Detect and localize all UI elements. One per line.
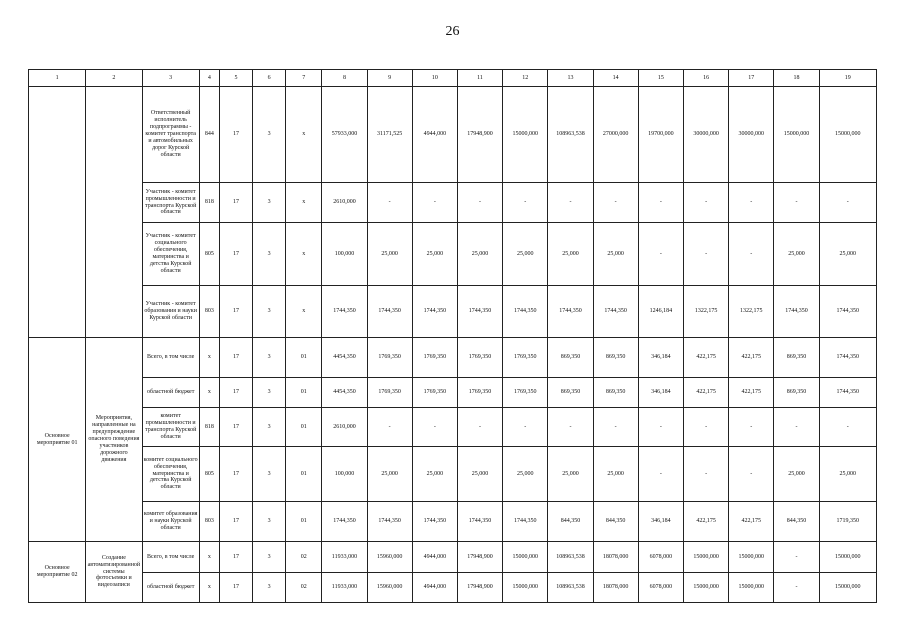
code-cell: 805 [199, 223, 219, 286]
value-cell: 1744,350 [503, 286, 548, 338]
value-cell: 15000,000 [683, 542, 728, 573]
value-cell: - [503, 183, 548, 223]
value-cell: 869,350 [548, 338, 593, 378]
value-cell: - [548, 408, 593, 447]
table-row [29, 573, 877, 603]
value-cell: 1744,350 [819, 286, 876, 338]
value-cell: 100,000 [322, 223, 367, 286]
code-cell: 02 [286, 573, 322, 603]
executor-cell: областной бюджет [142, 573, 199, 603]
code-cell: 17 [219, 286, 252, 338]
value-cell: 869,350 [774, 378, 819, 408]
table-row [29, 502, 877, 542]
value-cell: 1744,350 [322, 502, 367, 542]
column-number: 16 [683, 70, 728, 87]
value-cell: 1744,350 [367, 502, 412, 542]
value-cell: 346,184 [638, 378, 683, 408]
code-cell: 01 [286, 378, 322, 408]
value-cell: 422,175 [729, 338, 774, 378]
table-row [29, 338, 877, 378]
value-cell: 844,350 [548, 502, 593, 542]
code-cell: 17 [219, 408, 252, 447]
value-cell: 15000,000 [819, 542, 876, 573]
value-cell: 1769,350 [457, 338, 502, 378]
code-cell: 844 [199, 87, 219, 183]
executor-cell: комитет образования и науки Курской области [142, 502, 199, 542]
value-cell: - [774, 183, 819, 223]
value-cell: 4454,350 [322, 378, 367, 408]
code-cell: x [199, 573, 219, 603]
value-cell: 1769,350 [412, 378, 457, 408]
column-number: 10 [412, 70, 457, 87]
value-cell: 1744,350 [457, 286, 502, 338]
column-number: 12 [503, 70, 548, 87]
table-row [29, 87, 877, 183]
value-cell: 17948,900 [457, 542, 502, 573]
value-cell: 1322,175 [683, 286, 728, 338]
code-cell: 17 [219, 338, 252, 378]
value-cell: - [367, 408, 412, 447]
code-cell: 17 [219, 183, 252, 223]
code-cell: 3 [253, 408, 286, 447]
value-cell: - [503, 408, 548, 447]
value-cell: 1744,350 [322, 286, 367, 338]
value-cell: - [412, 183, 457, 223]
value-cell: 1769,350 [457, 378, 502, 408]
value-cell: 25,000 [367, 447, 412, 502]
value-cell: 869,350 [593, 378, 638, 408]
value-cell: - [638, 447, 683, 502]
value-cell: 108963,538 [548, 542, 593, 573]
value-cell: 1744,350 [548, 286, 593, 338]
value-cell: - [638, 183, 683, 223]
value-cell: 422,175 [683, 338, 728, 378]
column-number: 2 [86, 70, 142, 87]
code-cell: 01 [286, 338, 322, 378]
code-cell: 3 [253, 223, 286, 286]
value-cell: 100,000 [322, 447, 367, 502]
value-cell: 2610,000 [322, 183, 367, 223]
value-cell: 1744,350 [819, 378, 876, 408]
executor-cell: Всего, в том числе [142, 338, 199, 378]
code-cell: x [286, 286, 322, 338]
code-cell: 3 [253, 542, 286, 573]
value-cell: 25,000 [548, 447, 593, 502]
value-cell: 25,000 [548, 223, 593, 286]
executor-cell: Участник - комитет образования и науки Курской области [142, 286, 199, 338]
table-row [29, 183, 877, 223]
value-cell: 19700,000 [638, 87, 683, 183]
executor-cell: Участник - комитет промышленности и транспорта Курской области [142, 183, 199, 223]
code-cell: 818 [199, 408, 219, 447]
value-cell: 25,000 [503, 223, 548, 286]
value-cell: 1246,184 [638, 286, 683, 338]
value-cell: 27000,000 [593, 87, 638, 183]
code-cell: 3 [253, 573, 286, 603]
value-cell: - [774, 573, 819, 603]
value-cell: 25,000 [457, 447, 502, 502]
code-cell: x [286, 183, 322, 223]
value-cell: 30000,000 [729, 87, 774, 183]
value-cell: 422,175 [683, 378, 728, 408]
column-number: 6 [253, 70, 286, 87]
code-cell: 01 [286, 408, 322, 447]
code-cell: 803 [199, 286, 219, 338]
value-cell: 18078,000 [593, 542, 638, 573]
value-cell: 25,000 [819, 223, 876, 286]
value-cell: 1769,350 [503, 338, 548, 378]
column-number: 19 [819, 70, 876, 87]
value-cell: - [819, 183, 876, 223]
value-cell: 25,000 [412, 223, 457, 286]
value-cell: 1744,350 [457, 502, 502, 542]
column-number: 5 [219, 70, 252, 87]
code-cell: x [286, 87, 322, 183]
code-cell: 17 [219, 542, 252, 573]
value-cell: 1744,350 [412, 502, 457, 542]
value-cell: 15960,000 [367, 542, 412, 573]
value-cell: 1719,350 [819, 502, 876, 542]
value-cell: 869,350 [548, 378, 593, 408]
measure-description-cell: Мероприятия, направленные на предупреждение опасного поведения участников дорожного движения [86, 338, 142, 542]
executor-cell: областной бюджет [142, 378, 199, 408]
executor-cell: комитет промышленности и транспорта Курской области [142, 408, 199, 447]
column-number: 7 [286, 70, 322, 87]
value-cell: 15000,000 [683, 573, 728, 603]
value-cell: 30000,000 [683, 87, 728, 183]
value-cell: 1744,350 [412, 286, 457, 338]
value-cell: - [367, 183, 412, 223]
code-cell: 3 [253, 378, 286, 408]
code-cell: 818 [199, 183, 219, 223]
value-cell: 17948,900 [457, 573, 502, 603]
value-cell: 1744,350 [593, 286, 638, 338]
value-cell: 108963,538 [548, 87, 593, 183]
page-number: 26 [445, 24, 460, 39]
code-cell: 02 [286, 542, 322, 573]
value-cell: - [593, 183, 638, 223]
value-cell: 346,184 [638, 338, 683, 378]
value-cell: 11933,000 [322, 573, 367, 603]
value-cell: - [683, 408, 728, 447]
value-cell: 15000,000 [774, 87, 819, 183]
value-cell: 4944,000 [412, 573, 457, 603]
value-cell: 15000,000 [819, 573, 876, 603]
value-cell: 1769,350 [412, 338, 457, 378]
value-cell: 18078,000 [593, 573, 638, 603]
value-cell: 25,000 [774, 223, 819, 286]
value-cell: 1744,350 [503, 502, 548, 542]
column-number: 4 [199, 70, 219, 87]
code-cell: x [199, 542, 219, 573]
value-cell: 422,175 [683, 502, 728, 542]
value-cell: 844,350 [593, 502, 638, 542]
code-cell: 17 [219, 573, 252, 603]
value-cell: 4944,000 [412, 87, 457, 183]
code-cell: 3 [253, 87, 286, 183]
code-cell: 17 [219, 447, 252, 502]
budget-table [28, 69, 877, 603]
value-cell: 25,000 [774, 447, 819, 502]
value-cell: 1322,175 [729, 286, 774, 338]
value-cell: 25,000 [593, 223, 638, 286]
value-cell: 844,350 [774, 502, 819, 542]
value-cell: 4944,000 [412, 542, 457, 573]
value-cell: 869,350 [774, 338, 819, 378]
value-cell: 15960,000 [367, 573, 412, 603]
value-cell: - [683, 183, 728, 223]
value-cell: 1744,350 [367, 286, 412, 338]
value-cell: 57933,000 [322, 87, 367, 183]
value-cell: 1769,350 [503, 378, 548, 408]
value-cell: - [683, 223, 728, 286]
value-cell: 1769,350 [367, 338, 412, 378]
code-cell: 3 [253, 286, 286, 338]
value-cell: 869,350 [593, 338, 638, 378]
column-number: 13 [548, 70, 593, 87]
value-cell: 6078,000 [638, 573, 683, 603]
value-cell: - [593, 408, 638, 447]
code-cell: 17 [219, 87, 252, 183]
column-number: 8 [322, 70, 367, 87]
column-number: 1 [29, 70, 86, 87]
value-cell: 15000,000 [503, 573, 548, 603]
code-cell: x [286, 223, 322, 286]
value-cell: - [457, 408, 502, 447]
executor-cell: комитет социального обеспечения, материнства и детства Курской области [142, 447, 199, 502]
value-cell: 31171,525 [367, 87, 412, 183]
value-cell: 11933,000 [322, 542, 367, 573]
executor-cell: Участник - комитет социального обеспечения, материнства и детства Курской области [142, 223, 199, 286]
value-cell: - [683, 447, 728, 502]
value-cell: 15000,000 [819, 87, 876, 183]
measure-description-cell: Создание автоматизированной системы фотосъемки и видеозаписи [86, 542, 142, 603]
value-cell: 17948,900 [457, 87, 502, 183]
table-row [29, 286, 877, 338]
value-cell: 1769,350 [367, 378, 412, 408]
value-cell: 25,000 [593, 447, 638, 502]
code-cell: x [199, 338, 219, 378]
value-cell: - [457, 183, 502, 223]
value-cell: 346,184 [638, 502, 683, 542]
value-cell: 25,000 [412, 447, 457, 502]
code-cell: 3 [253, 447, 286, 502]
value-cell: - [819, 408, 876, 447]
code-cell: 01 [286, 447, 322, 502]
value-cell: - [774, 542, 819, 573]
code-cell: 17 [219, 223, 252, 286]
value-cell: 2610,000 [322, 408, 367, 447]
value-cell: 1744,350 [774, 286, 819, 338]
value-cell: 6078,000 [638, 542, 683, 573]
value-cell: 422,175 [729, 502, 774, 542]
value-cell: - [729, 183, 774, 223]
executor-cell: Всего, в том числе [142, 542, 199, 573]
code-cell: 17 [219, 502, 252, 542]
code-cell: 3 [253, 338, 286, 378]
value-cell: - [548, 183, 593, 223]
column-number: 11 [457, 70, 502, 87]
value-cell: - [638, 408, 683, 447]
value-cell: - [729, 223, 774, 286]
value-cell: 15000,000 [729, 542, 774, 573]
code-cell: 805 [199, 447, 219, 502]
executor-cell: Ответственный исполнитель подпрограммы - комитет транспорта и автомобильных дорог Курской области [142, 87, 199, 183]
measure-name-cell [29, 87, 86, 338]
code-cell: 17 [219, 378, 252, 408]
column-number: 15 [638, 70, 683, 87]
value-cell: 25,000 [503, 447, 548, 502]
measure-name-cell: Основное мероприятие 01 [29, 338, 86, 542]
table-row [29, 408, 877, 447]
value-cell: 108963,538 [548, 573, 593, 603]
column-number: 9 [367, 70, 412, 87]
value-cell: - [729, 408, 774, 447]
value-cell: 4454,350 [322, 338, 367, 378]
measure-name-cell: Основное мероприятие 02 [29, 542, 86, 603]
code-cell: 803 [199, 502, 219, 542]
measure-description-cell [86, 87, 142, 338]
table-row [29, 378, 877, 408]
value-cell: - [638, 223, 683, 286]
column-number: 14 [593, 70, 638, 87]
code-cell: 01 [286, 502, 322, 542]
column-number: 18 [774, 70, 819, 87]
value-cell: 1744,350 [819, 338, 876, 378]
table-row [29, 542, 877, 573]
value-cell: 15000,000 [729, 573, 774, 603]
value-cell: - [729, 447, 774, 502]
value-cell: - [774, 408, 819, 447]
table-row [29, 447, 877, 502]
column-number: 17 [729, 70, 774, 87]
column-number: 3 [142, 70, 199, 87]
value-cell: 15000,000 [503, 87, 548, 183]
column-number-row [29, 70, 877, 87]
code-cell: 3 [253, 183, 286, 223]
value-cell: 25,000 [457, 223, 502, 286]
value-cell: 25,000 [819, 447, 876, 502]
value-cell: 422,175 [729, 378, 774, 408]
code-cell: 3 [253, 502, 286, 542]
table-row [29, 223, 877, 286]
code-cell: x [199, 378, 219, 408]
value-cell: 25,000 [367, 223, 412, 286]
value-cell: 15000,000 [503, 542, 548, 573]
value-cell: - [412, 408, 457, 447]
